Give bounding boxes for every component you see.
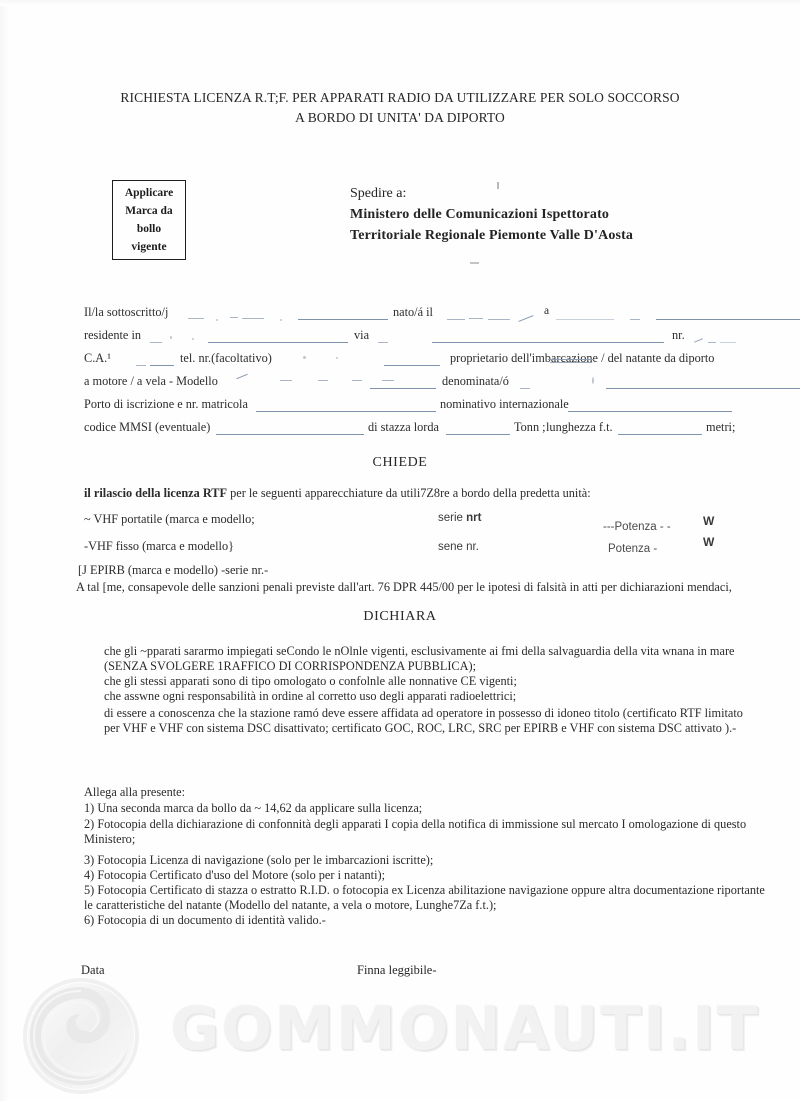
blank-line-mmsi[interactable]	[216, 434, 364, 435]
blank-line-street[interactable]	[432, 342, 664, 343]
document-title	[0, 88, 800, 128]
scan-dash	[230, 317, 238, 318]
scan-edge-top	[0, 0, 800, 6]
chiede-intro-rest: per le seguenti apparecchiature da utili7Z8re a bordo della predetta unità:	[227, 486, 591, 500]
field-label-owner: proprietario dell'imbarcazione / del natante da diporto	[450, 351, 715, 365]
field-label-tonnage: di stazza lorda	[368, 420, 440, 434]
scan-speck	[336, 357, 338, 359]
attachment-item-5-cont: le caratteristiche del natante (Modello del natante, a vela o motore, Lunghe7Za f.t.);	[84, 898, 497, 912]
blank-line-registry[interactable]	[256, 411, 436, 412]
scan-dash	[382, 380, 394, 381]
blank-line-residence[interactable]	[208, 342, 348, 343]
field-label-residence: residente in	[84, 328, 142, 342]
chiede-intro	[84, 486, 591, 502]
blank-line-callsign[interactable]	[568, 411, 732, 412]
scan-dash	[447, 319, 465, 320]
attachment-item-1: 1) Una seconda marca da bollo da ~ 14,62 da applicare sulla licenza;	[84, 801, 423, 815]
equipment-serial-vhf-fixed	[438, 541, 479, 553]
blank-line-birthplace-a[interactable]	[556, 319, 614, 320]
send-to-label: Spedire a:	[350, 186, 407, 201]
scan-dash	[708, 342, 716, 343]
blank-line-boat-name[interactable]	[606, 388, 800, 389]
scan-strikeout	[548, 359, 594, 360]
scan-artifact-speck	[497, 182, 499, 189]
form-row-postcode-phone	[84, 351, 724, 374]
blank-line-phone[interactable]	[384, 365, 440, 366]
field-label-subscriber: Il/la sottoscritto/j	[84, 305, 169, 319]
attachment-item-2-cont: Ministero;	[84, 832, 136, 846]
stamp-box-line3: bollo	[136, 223, 162, 235]
attachment-item-6: 6) Fotocopia di un documento di identità valido.-	[84, 913, 326, 927]
scan-dash	[318, 380, 328, 381]
scan-dash	[378, 342, 388, 343]
attachment-item-5: 5) Fotocopia Certificato di stazza o estratto R.I.D. o fotocopia ex Licenza abilitazione navigazione oppure altra documentazione riportante	[84, 883, 765, 897]
serie-value: nrt	[466, 512, 482, 524]
scan-speck	[280, 319, 282, 321]
declaration-statement-3: che gli stessi apparati sono di tipo omologato o confolnle alle nonnative CE vigenti;	[104, 674, 517, 688]
scan-strike	[518, 315, 533, 322]
scan-strike	[694, 338, 703, 342]
date-label: Data	[81, 963, 105, 977]
scan-speck	[592, 377, 594, 384]
applicant-form-fields	[84, 305, 736, 443]
field-label-registry: Porto di iscrizione e nr. matricola	[84, 397, 248, 411]
document-title-line1: RICHIESTA LICENZA R.T;F. PER APPARATI RADIO DA UTILIZZARE PER SOLO SOCCORSO	[120, 90, 680, 105]
blank-line-birthplace[interactable]	[656, 319, 800, 320]
equipment-power-vhf-portable: ---Potenza - -	[603, 521, 671, 533]
penalty-notice: A tal [me, consapevole delle sanzioni penali previste dall'art. 76 DPR 445/00 per le ipotesi di falsità in atti per dichiarazioni mendaci,	[76, 580, 732, 594]
field-label-street-number: nr.	[672, 328, 685, 342]
scan-dash	[188, 318, 204, 319]
scan-dash	[136, 365, 146, 366]
document-title-line2: A BORDO DI UNITA' DA DIPORTO	[295, 110, 505, 125]
stamp-box-line1: Applicare	[124, 187, 174, 199]
declaration-statement-4: che asswne ogni responsabilità in ordine al corretto uso degli apparati radioelettrici;	[104, 689, 517, 703]
serie-prefix: serie	[438, 512, 467, 524]
stamp-box-line4: vigente	[131, 241, 167, 253]
ministry-line2: Territoriale Regionale Piemonte Valle D'Aosta	[350, 228, 634, 243]
field-label-born-on: nato/á il	[393, 305, 433, 319]
field-unit-tonnage: Tonn ;	[514, 420, 546, 434]
equipment-row-epirb-label: [J EPIRB (marca e modello) -serie nr.-	[78, 563, 269, 577]
recipient-address-block	[350, 183, 633, 246]
field-label-model: a motore / a vela - Modello	[84, 374, 218, 388]
field-unit-length: metri;	[706, 420, 736, 434]
field-label-place: a	[544, 305, 550, 317]
field-label-length: lunghezza f.t.	[546, 420, 613, 434]
declaration-statement-6: per VHF e VHF con sistema DSC disattivato; certificato GOC, ROC, LRC, SRC per EPIRB e VHF con sistema DSC attivato ).-	[104, 721, 737, 735]
scan-speck	[192, 338, 194, 340]
signature-label: Finna leggibile-	[357, 963, 437, 977]
form-row-residence	[84, 328, 724, 351]
field-label-callsign: nominativo internazionale	[440, 397, 569, 411]
attachment-item-4: 4) Fotocopia Certificato d'uso del Motore (solo per i natanti);	[84, 868, 386, 882]
watermark-text: GOMMONAUTI.IT	[170, 994, 760, 1064]
equipment-power-vhf-fixed: Potenza -	[608, 543, 658, 555]
scan-dash	[242, 318, 264, 319]
stamp-box-line2: Marca da	[125, 205, 173, 217]
scan-strikeout	[550, 362, 592, 363]
equipment-power-unit-vhf-portable: W	[703, 514, 715, 528]
scan-speck	[170, 336, 172, 339]
blank-line-tonnage[interactable]	[446, 434, 510, 435]
scan-strike	[236, 374, 248, 379]
form-row-subscriber	[84, 305, 724, 328]
declaration-statement-5: di essere a conoscenza che la stazione ramó deve essere affidata ad operatore in possesso di idoneo titolo (certificato RTF limitato	[104, 706, 743, 720]
form-row-registry	[84, 397, 724, 420]
scan-dash	[150, 342, 162, 343]
scan-dash	[352, 380, 362, 381]
blank-line-street-number[interactable]	[720, 342, 736, 343]
blank-line-subscriber[interactable]	[298, 319, 388, 320]
form-row-mmsi	[84, 420, 736, 443]
scan-dash	[630, 319, 640, 320]
chiede-intro-bold: il rilascio della licenza RTF	[84, 486, 228, 500]
field-label-mmsi: codice MMSI (eventuale)	[84, 420, 211, 434]
attachment-item-2: 2) Fotocopia della dichiarazione di confonnità degli apparati I copia della notifica di immissione sul mercato I omologazione di questo	[84, 817, 747, 831]
scan-dash	[469, 318, 483, 319]
attachments-heading: Allega alla presente:	[84, 785, 186, 799]
scan-edge-left	[0, 0, 10, 1101]
scan-speck	[303, 356, 306, 359]
section-heading-dichiara: DICHIARA	[363, 609, 437, 624]
form-row-model	[84, 374, 724, 397]
gommonauti-swirl-logo	[22, 977, 140, 1095]
scan-speck	[216, 319, 218, 321]
scan-artifact-dash	[470, 262, 479, 264]
field-label-postcode: C.A.¹	[84, 351, 111, 365]
equipment-power-unit-vhf-fixed: W	[703, 535, 715, 549]
declaration-statement-1: che gli ~pparati sararmo impiegati seCondo le nOlnle vigenti, esclusivamente ai fmi della salvaguardia della vita wnana in mare	[104, 644, 735, 658]
ministry-line1: Ministero delle Comunicazioni Ispettorato	[350, 207, 610, 222]
blank-line-model[interactable]	[370, 388, 436, 389]
field-label-named: denominata/ó	[442, 374, 509, 388]
field-label-street: via	[354, 328, 370, 342]
scan-dash	[520, 388, 530, 389]
blank-line-length[interactable]	[618, 434, 702, 435]
blank-line-postcode[interactable]	[150, 365, 174, 366]
equipment-serial-vhf-portable	[438, 512, 481, 524]
attachment-item-3: 3) Fotocopia Licenza di navigazione (solo per le imbarcazioni iscritte);	[84, 853, 434, 867]
equipment-row-vhf-fixed-label: -VHF fisso (marca e modello}	[84, 539, 235, 553]
revenue-stamp-box	[112, 180, 186, 260]
section-heading-chiede: CHIEDE	[372, 455, 428, 470]
field-label-phone: tel. nr.(facoltativo)	[180, 351, 272, 365]
scan-dash	[488, 319, 510, 320]
equipment-row-vhf-portable-label: ~ VHF portatile (marca e modello;	[84, 512, 255, 526]
declaration-statement-2: (SENZA SVOLGERE 1RAFFICO DI CORRISPONDENZA PUBBLICA);	[104, 659, 477, 673]
scan-dash	[280, 380, 292, 381]
serie-prefix: sene nr.	[438, 541, 479, 553]
